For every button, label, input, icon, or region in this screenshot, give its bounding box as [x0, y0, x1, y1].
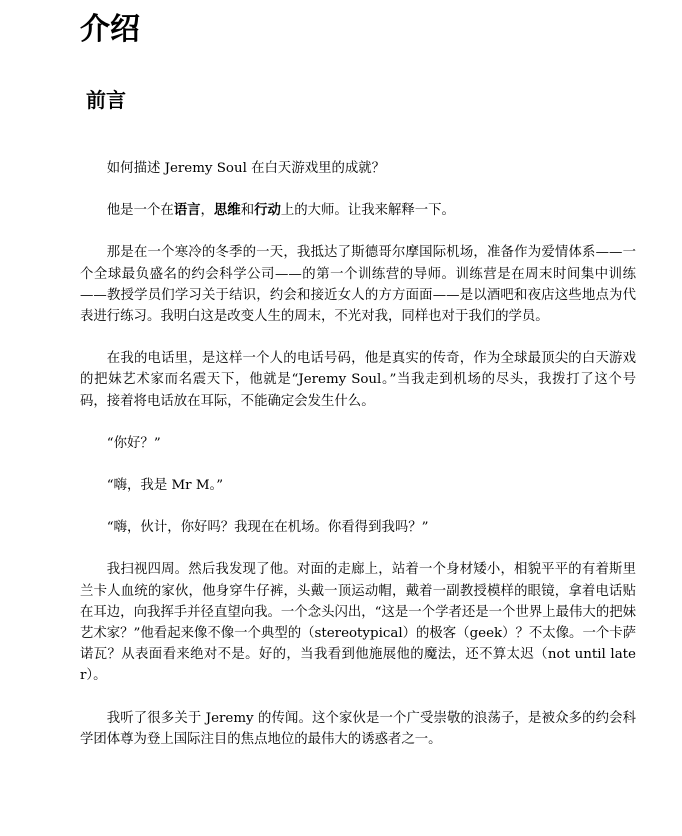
- separator-comma: ，: [200, 203, 214, 219]
- paragraph-phone-number: 在我的电话里，是这样一个人的电话号码，他是真实的传奇，作为全球最顶尖的白天游戏的把妹艺术家而名震天下，他就是“Jeremy Soul。”当我走到机场的尽头，我拨打了这个号码，接着将电话放在耳际，不能确定会发生什么。: [80, 351, 636, 409]
- emphasis-thinking: 思维: [213, 203, 241, 219]
- paragraph-master-after: 上的大师。让我来解释一下。: [280, 203, 455, 219]
- dialogue-at-airport: “嗨，伙计，你好吗？我现在在机场。你看得到我吗？”: [106, 520, 429, 536]
- emphasis-action: 行动: [254, 203, 281, 219]
- paragraph-meeting-jeremy: 我扫视四周。然后我发现了他。对面的走廊上，站着一个身材矮小，相貌平平的有着斯里兰卡人血统的家伙，他身穿牛仔裤，头戴一顶运动帽，戴着一副教授模样的眼镜，拿着电话贴在耳边，向我挥手并径直望向我。一个念头闪出，“这是一个学者还是一个世界上最伟大的把妹艺术家？”他看起来像不像一个典型的（stereotypical）的极客（geek）？不太像。一个卡萨诺瓦？从表面看来绝对不是。好的，当我看到他施展他的魔法，还不算太迟（not until later）。: [80, 562, 637, 684]
- separator-and: 和: [240, 203, 255, 219]
- body-text: [80, 158, 636, 771]
- chapter-title: 介绍: [80, 12, 140, 47]
- paragraph-master-before: 他是一个在: [106, 203, 174, 219]
- dialogue-hello: “你好？”: [106, 435, 161, 451]
- paragraph-stockholm-arrival: 那是在一个寒冷的冬季的一天，我抵达了斯德哥尔摩国际机场，准备作为爱情体系——一个全球最负盛名的约会科学公司——的第一个训练营的导师。训练营是在周末时间集中训练——教授学员们学习关于结识，约会和接近女人的方方面面——是以酒吧和夜店这些地点为代表进行练习。我明白这是改变人生的周末，不光对我，同样也对于我们的学员。: [80, 245, 636, 325]
- paragraph-jeremy-legend: 我听了很多关于 Jeremy 的传闻。这个家伙是一个广受崇敬的浪荡子，是被众多的约会科学团体尊为登上国际注目的焦点地位的最伟大的诱惑者之一。: [80, 710, 636, 747]
- dialogue-mr-m: “嗨，我是 Mr M。”: [106, 478, 224, 494]
- paragraph-master: [80, 200, 636, 221]
- section-title: 前言: [86, 88, 126, 112]
- paragraph-question: 如何描述 Jeremy Soul 在白天游戏里的成就？: [106, 161, 386, 176]
- emphasis-language: 语言: [173, 203, 201, 219]
